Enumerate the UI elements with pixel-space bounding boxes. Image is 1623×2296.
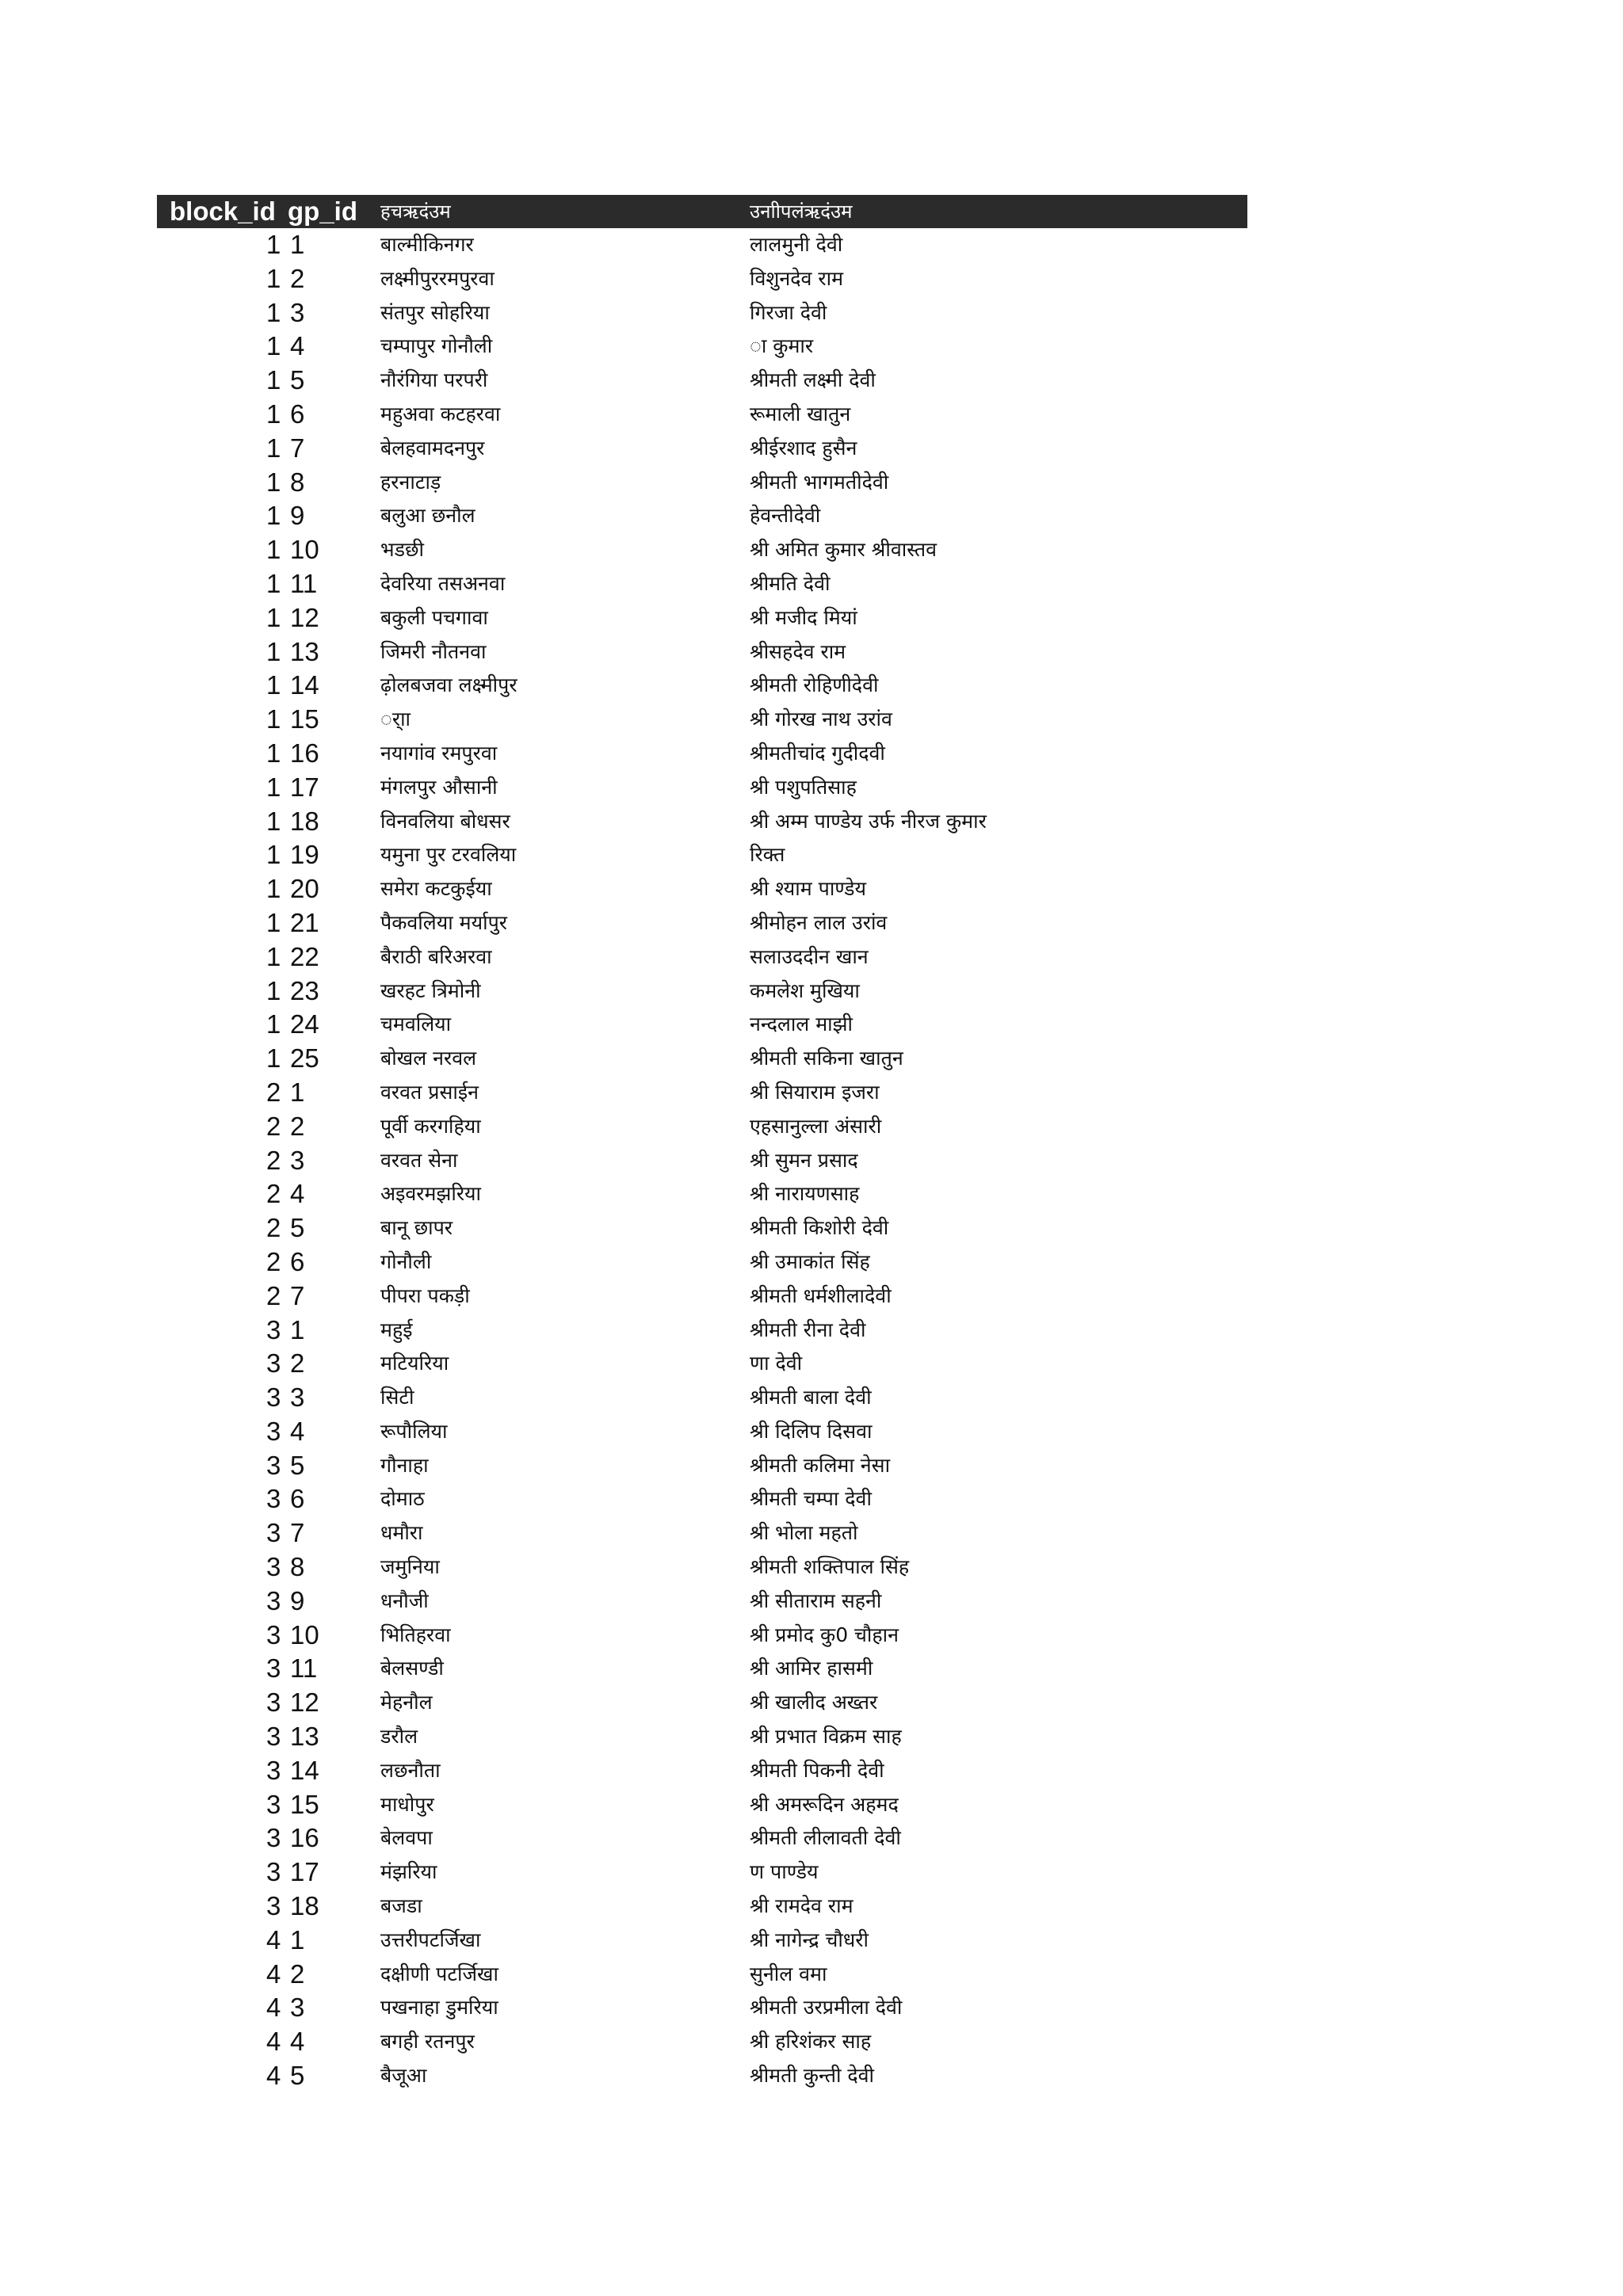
block-id-cell: 1 <box>266 907 281 937</box>
panchayat-name-cell: मेहनौल <box>380 1691 433 1714</box>
block-id-cell: 1 <box>266 365 281 395</box>
header-panchayat-name: हचऋदंउम <box>380 200 451 223</box>
mukhiya-name-cell: श्रीमती उरप्रमीला देवी <box>750 1996 903 2019</box>
mukhiya-name-cell: श्री सियाराम इजरा <box>750 1080 880 1104</box>
panchayat-name-cell: दक्षीणी पटर्जिखा <box>380 1962 498 1985</box>
gp-id-cell: 2 <box>290 1111 305 1141</box>
gp-id-cell: 7 <box>290 1518 305 1548</box>
panchayat-name-cell: धनौजी <box>380 1589 429 1612</box>
table-row <box>157 737 1247 771</box>
gp-id-cell: 20 <box>290 874 319 904</box>
table-row <box>157 669 1247 703</box>
block-id-cell: 2 <box>266 1213 281 1243</box>
gp-id-cell: 24 <box>290 1009 319 1039</box>
mukhiya-name-cell: श्री रामदेव राम <box>750 1894 854 1918</box>
panchayat-name-cell: महुअवा कटहरवा <box>380 402 501 425</box>
block-id-cell: 1 <box>266 738 281 768</box>
panchayat-name-cell: हरनाटाड़ <box>380 470 441 494</box>
block-id-cell: 3 <box>266 1857 281 1887</box>
mukhiya-name-cell: श्री प्रभात विक्रम साह <box>750 1725 902 1749</box>
panchayat-name-cell: बकुली पचगावा <box>380 605 488 629</box>
panchayat-name-cell: चम्पापुर गोनौली <box>380 334 493 358</box>
panchayat-name-cell: समेरा कटकुईया <box>380 877 492 901</box>
panchayat-name-cell: लछनौता <box>380 1758 441 1782</box>
mukhiya-name-cell: श्रीईरशाद हुसैन <box>750 436 857 460</box>
gp-id-cell: 3 <box>290 297 305 327</box>
panchayat-name-cell: वरवत सेना <box>380 1148 458 1172</box>
mukhiya-name-cell: श्रीमती रोहिणीदेवी <box>750 673 879 697</box>
block-id-cell: 3 <box>266 1314 281 1344</box>
table-row <box>157 533 1247 567</box>
gp-id-cell: 14 <box>290 670 319 700</box>
table-row <box>157 1788 1247 1822</box>
table-row <box>157 1821 1247 1855</box>
panchayat-name-cell: गौनाहा <box>380 1453 429 1477</box>
gp-id-cell: 22 <box>290 941 319 971</box>
gp-id-cell: 6 <box>290 1246 305 1276</box>
table-row <box>157 805 1247 839</box>
gp-id-cell: 5 <box>290 365 305 395</box>
mukhiya-name-cell: श्रीमती शक्तिपाल सिंह <box>750 1555 910 1579</box>
mukhiya-name-cell: सलाउददीन खान <box>750 944 869 968</box>
panchayat-name-cell: र्ाा <box>380 707 411 731</box>
mukhiya-name-cell: श्री गोरख नाथ उरांव <box>750 707 892 731</box>
table-row <box>157 1482 1247 1516</box>
table-row <box>157 1619 1247 1653</box>
mukhiya-name-cell: लालमुनी देवी <box>750 233 843 256</box>
block-id-cell: 1 <box>266 399 281 429</box>
mukhiya-name-cell: श्री दिलिप दिसवा <box>750 1419 873 1443</box>
panchayat-name-cell: रूपौलिया <box>380 1419 448 1443</box>
block-id-cell: 4 <box>266 1958 281 1989</box>
block-id-cell: 3 <box>266 1484 281 1514</box>
block-id-cell: 2 <box>266 1145 281 1175</box>
block-id-cell: 4 <box>266 2061 281 2091</box>
table-row <box>157 1144 1247 1178</box>
block-id-cell: 3 <box>266 1722 281 1752</box>
panchayat-name-cell: लक्ष्मीपुररमपुरवा <box>380 266 495 290</box>
panchayat-name-cell: संतपुर सोहरिया <box>380 300 490 324</box>
block-id-cell: 3 <box>266 1755 281 1785</box>
gp-id-cell: 7 <box>290 1280 305 1310</box>
gp-id-cell: 13 <box>290 636 319 666</box>
mukhiya-name-cell: णा देवी <box>750 1352 803 1375</box>
mukhiya-name-cell: श्री अमित कुमार श्रीवास्तव <box>750 538 938 562</box>
mukhiya-name-cell: श्रीसहदेव राम <box>750 639 846 663</box>
panchayat-name-cell: नौरंगिया परपरी <box>380 368 488 392</box>
gp-id-cell: 2 <box>290 1348 305 1379</box>
table-row <box>157 1415 1247 1449</box>
mukhiya-name-cell: श्रीमोहन लाल उरांव <box>750 910 888 934</box>
gp-id-cell: 16 <box>290 738 319 768</box>
block-id-cell: 3 <box>266 1688 281 1718</box>
panchayat-name-cell: मंझरिया <box>380 1860 437 1884</box>
table-row <box>157 1280 1247 1314</box>
table-row <box>157 1686 1247 1720</box>
panchayat-name-cell: बैराठी बरिअरवा <box>380 944 492 968</box>
panchayat-name-cell: जिमरी नौतनवा <box>380 639 487 663</box>
gp-id-cell: 4 <box>290 331 305 361</box>
gp-id-cell: 3 <box>290 1145 305 1175</box>
gp-id-cell: 14 <box>290 1755 319 1785</box>
mukhiya-name-cell: श्रीमती पिकनी देवी <box>750 1758 884 1782</box>
gp-id-cell: 4 <box>290 1416 305 1446</box>
mukhiya-name-cell: नन्दलाल माझी <box>750 1013 853 1036</box>
gp-id-cell: 1 <box>290 1077 305 1107</box>
gp-id-cell: 19 <box>290 840 319 870</box>
mukhiya-name-cell: विशुनदेव राम <box>750 266 844 290</box>
panchayat-name-cell: गोनौली <box>380 1249 432 1273</box>
table-row <box>157 330 1247 364</box>
panchayat-name-cell: भडछी <box>380 538 424 562</box>
block-id-cell: 3 <box>266 1619 281 1650</box>
mukhiya-name-cell: ण पाण्डेय <box>750 1860 819 1884</box>
panchayat-name-cell: बेलसण्डी <box>380 1657 444 1680</box>
gp-id-cell: 1 <box>290 230 305 259</box>
mukhiya-name-cell: श्री सीताराम सहनी <box>750 1589 882 1612</box>
panchayat-name-cell: यमुना पुर टरवलिया <box>380 843 517 867</box>
gp-id-cell: 8 <box>290 1552 305 1582</box>
table-row <box>157 601 1247 635</box>
table-row <box>157 1211 1247 1245</box>
panchayat-name-cell: बलुआ छनौल <box>380 504 475 528</box>
block-id-cell: 1 <box>266 1009 281 1039</box>
mukhiya-name-cell: श्री नारायणसाह <box>750 1182 860 1206</box>
mukhiya-name-cell: श्री श्याम पाण्डेय <box>750 877 867 901</box>
gp-id-cell: 11 <box>290 1653 318 1684</box>
table-row <box>157 1042 1247 1076</box>
table-row <box>157 1110 1247 1144</box>
mukhiya-name-cell: श्री उमाकांत सिंह <box>750 1249 870 1273</box>
block-id-cell: 2 <box>266 1246 281 1276</box>
panchayat-name-cell: डरौल <box>380 1725 418 1749</box>
mukhiya-name-cell: श्रीमती किशोरी देवी <box>750 1216 889 1240</box>
panchayat-name-cell: चमवलिया <box>380 1013 452 1036</box>
table-row <box>157 1855 1247 1890</box>
block-id-cell: 1 <box>266 467 281 497</box>
block-id-cell: 4 <box>266 2027 281 2057</box>
panchayat-name-cell: पीपरा पकड़ी <box>380 1283 470 1307</box>
panchayat-name-cell: अइवरमझरिया <box>380 1182 482 1206</box>
gp-id-cell: 4 <box>290 1179 305 1209</box>
gp-id-cell: 5 <box>290 1450 305 1480</box>
mukhiya-name-cell: श्री नागेन्द्र चौधरी <box>750 1928 869 1951</box>
block-id-cell: 3 <box>266 1383 281 1413</box>
gp-id-cell: 15 <box>290 704 319 734</box>
mukhiya-name-cell: श्री प्रमोद कु0 चौहान <box>750 1623 899 1646</box>
mukhiya-name-cell: श्री हरिशंकर साह <box>750 2030 872 2054</box>
table-row <box>157 2059 1247 2093</box>
mukhiya-name-cell: श्री खालीद अख्तर <box>750 1691 878 1714</box>
gp-id-cell: 9 <box>290 1585 305 1615</box>
table-row <box>157 1381 1247 1415</box>
panchayat-name-cell: नयागांव रमपुरवा <box>380 741 498 765</box>
mukhiya-name-cell: एहसानुल्ला अंसारी <box>750 1114 882 1138</box>
gp-id-cell: 25 <box>290 1043 319 1074</box>
block-id-cell: 1 <box>266 941 281 971</box>
block-id-cell: 4 <box>266 1993 281 2023</box>
table-row <box>157 1754 1247 1788</box>
mukhiya-name-cell: हेवन्तीदेवी <box>750 504 821 528</box>
mukhiya-name-cell: श्री सुमन प्रसाद <box>750 1148 858 1172</box>
mukhiya-name-cell: श्रीमती रीना देवी <box>750 1318 866 1341</box>
mukhiya-name-cell: श्रीमती बाला देवी <box>750 1386 872 1409</box>
panchayat-name-cell: देवरिया तसअनवा <box>380 571 506 595</box>
block-id-cell: 1 <box>266 331 281 361</box>
block-id-cell: 1 <box>266 535 281 565</box>
mukhiya-name-cell: श्रीमती धर्मशीलादेवी <box>750 1283 892 1307</box>
mukhiya-name-cell: श्रीमती लक्ष्मी देवी <box>750 368 876 392</box>
block-id-cell: 3 <box>266 1450 281 1480</box>
mukhiya-name-cell: श्रीमती कलिमा नेसा <box>750 1453 891 1477</box>
block-id-cell: 3 <box>266 1348 281 1379</box>
panchayat-name-cell: बेलहवामदनपुर <box>380 436 485 460</box>
panchayat-name-cell: जमुनिया <box>380 1555 440 1579</box>
table-row <box>157 499 1247 533</box>
data-sheet <box>157 195 1247 2093</box>
table-row <box>157 1516 1247 1550</box>
panchayat-name-cell: मटियरिया <box>380 1352 449 1375</box>
table-row <box>157 1550 1247 1585</box>
mukhiya-name-cell: श्रीमति देवी <box>750 571 831 595</box>
mukhiya-name-cell: श्री पशुपतिसाह <box>750 775 857 799</box>
table-row <box>157 432 1247 466</box>
mukhiya-name-cell: श्री भोला महतो <box>750 1521 858 1545</box>
table-row <box>157 1008 1247 1042</box>
gp-id-cell: 8 <box>290 467 305 497</box>
table-row <box>157 771 1247 805</box>
header-block-id: block_id <box>170 196 276 226</box>
gp-id-cell: 5 <box>290 1213 305 1243</box>
table-row <box>157 703 1247 737</box>
panchayat-name-cell: मंगलपुर औसानी <box>380 775 498 799</box>
gp-id-cell: 12 <box>290 1688 319 1718</box>
gp-id-cell: 17 <box>290 1857 319 1887</box>
mukhiya-name-cell: ा कुमार <box>750 334 814 358</box>
table-row <box>157 1177 1247 1211</box>
panchayat-name-cell: खरहट त्रिमोनी <box>380 978 481 1002</box>
gp-id-cell: 23 <box>290 975 319 1005</box>
header-gp-id: gp_id <box>288 196 357 226</box>
table-row <box>157 1076 1247 1110</box>
block-id-cell: 1 <box>266 433 281 463</box>
gp-id-cell: 1 <box>290 1924 305 1955</box>
block-id-cell: 2 <box>266 1280 281 1310</box>
block-id-cell: 1 <box>266 568 281 598</box>
table-row <box>157 940 1247 974</box>
table-row <box>157 635 1247 669</box>
block-id-cell: 3 <box>266 1518 281 1548</box>
block-id-cell: 2 <box>266 1111 281 1141</box>
mukhiya-name-cell: श्री अम्म पाण्डेय उर्फ नीरज कुमार <box>750 809 987 833</box>
gp-id-cell: 7 <box>290 433 305 463</box>
block-id-cell: 1 <box>266 975 281 1005</box>
mukhiya-name-cell: सुनील वमा <box>750 1962 827 1985</box>
gp-id-cell: 9 <box>290 501 305 531</box>
block-id-cell: 1 <box>266 263 281 293</box>
mukhiya-name-cell: रूमाली खातुन <box>750 402 851 425</box>
panchayat-name-cell: भितिहरवा <box>380 1623 451 1646</box>
block-id-cell: 3 <box>266 1416 281 1446</box>
panchayat-name-cell: ढ़ोलबजवा लक्ष्मीपुर <box>380 673 517 697</box>
mukhiya-name-cell: श्रीमती चम्पा देवी <box>750 1487 872 1511</box>
table-row <box>157 1720 1247 1754</box>
block-id-cell: 3 <box>266 1552 281 1582</box>
block-id-cell: 1 <box>266 874 281 904</box>
table-row <box>157 262 1247 296</box>
gp-id-cell: 11 <box>290 568 318 598</box>
block-id-cell: 3 <box>266 1823 281 1853</box>
table-row <box>157 872 1247 906</box>
gp-id-cell: 1 <box>290 1314 305 1344</box>
header-mukhiya-name: उनाीपलंऋदंउम <box>750 200 853 223</box>
mukhiya-name-cell: श्रीमतीचांद गुदीदवी <box>750 741 885 765</box>
table-row <box>157 296 1247 330</box>
block-id-cell: 4 <box>266 1924 281 1955</box>
panchayat-name-cell: बेलवपा <box>380 1826 433 1850</box>
block-id-cell: 1 <box>266 297 281 327</box>
gp-id-cell: 18 <box>290 806 319 836</box>
table-row <box>157 466 1247 500</box>
panchayat-name-cell: पूर्वी करगहिया <box>380 1114 481 1138</box>
mukhiya-name-cell: श्री आमिर हासमी <box>750 1657 873 1680</box>
panchayat-name-cell: महुई <box>380 1318 413 1341</box>
mukhiya-name-cell: श्रीमती कुन्ती देवी <box>750 2064 875 2088</box>
table-row <box>157 1958 1247 1992</box>
gp-id-cell: 3 <box>290 1383 305 1413</box>
gp-id-cell: 10 <box>290 535 319 565</box>
table-row <box>157 974 1247 1009</box>
panchayat-name-cell: उत्तरीपटर्जिखा <box>380 1928 481 1951</box>
mukhiya-name-cell: रिक्त <box>750 843 785 867</box>
gp-id-cell: 16 <box>290 1823 319 1853</box>
panchayat-name-cell: बगही रतनपुर <box>380 2030 475 2054</box>
block-id-cell: 3 <box>266 1653 281 1684</box>
block-id-cell: 2 <box>266 1179 281 1209</box>
table-row <box>157 1652 1247 1686</box>
mukhiya-name-cell: गिरजा देवी <box>750 300 827 324</box>
table-row <box>157 228 1247 262</box>
table-row <box>157 838 1247 872</box>
table-header <box>157 195 1247 228</box>
block-id-cell: 1 <box>266 704 281 734</box>
panchayat-name-cell: माधोपुर <box>380 1792 434 1816</box>
gp-id-cell: 5 <box>290 2061 305 2091</box>
block-id-cell: 1 <box>266 501 281 531</box>
panchayat-name-cell: बजडा <box>380 1894 422 1918</box>
mukhiya-name-cell: कमलेश मुखिया <box>750 978 860 1002</box>
panchayat-name-cell: विनवलिया बोधसर <box>380 809 510 833</box>
table-row <box>157 398 1247 432</box>
table-row <box>157 1991 1247 2025</box>
panchayat-name-cell: पैकवलिया मर्यापुर <box>380 910 507 934</box>
gp-id-cell: 12 <box>290 602 319 632</box>
gp-id-cell: 2 <box>290 1958 305 1989</box>
panchayat-name-cell: बाल्मीकिनगर <box>380 233 474 256</box>
gp-id-cell: 21 <box>290 907 319 937</box>
block-id-cell: 2 <box>266 1077 281 1107</box>
block-id-cell: 1 <box>266 1043 281 1074</box>
panchayat-name-cell: धमौरा <box>380 1521 423 1545</box>
block-id-cell: 1 <box>266 602 281 632</box>
table-row <box>157 1245 1247 1280</box>
table-row <box>157 2025 1247 2059</box>
panchayat-name-cell: बानू छापर <box>380 1216 453 1240</box>
gp-id-cell: 13 <box>290 1722 319 1752</box>
gp-id-cell: 2 <box>290 263 305 293</box>
block-id-cell: 1 <box>266 806 281 836</box>
panchayat-name-cell: वरवत प्रसाईन <box>380 1080 479 1104</box>
table-row <box>157 1585 1247 1619</box>
table-row <box>157 567 1247 601</box>
mukhiya-name-cell: श्री मजीद मियां <box>750 605 857 629</box>
mukhiya-name-cell: श्रीमती भागमतीदेवी <box>750 470 889 494</box>
gp-id-cell: 17 <box>290 772 319 802</box>
table-body <box>157 228 1247 2093</box>
panchayat-name-cell: सिटी <box>380 1386 414 1409</box>
block-id-cell: 3 <box>266 1585 281 1615</box>
table-row <box>157 1347 1247 1381</box>
mukhiya-name-cell: श्रीमती सकिना खातुन <box>750 1047 903 1070</box>
table-row <box>157 1890 1247 1924</box>
block-id-cell: 3 <box>266 1789 281 1819</box>
panchayat-name-cell: बोखल नरवल <box>380 1047 477 1070</box>
table-row <box>157 1924 1247 1958</box>
table-row <box>157 906 1247 940</box>
mukhiya-name-cell: श्रीमती लीलावती देवी <box>750 1826 901 1850</box>
mukhiya-name-cell: श्री अमरूदिन अहमद <box>750 1792 899 1816</box>
block-id-cell: 1 <box>266 772 281 802</box>
block-id-cell: 1 <box>266 670 281 700</box>
table-row <box>157 1449 1247 1483</box>
gp-id-cell: 3 <box>290 1993 305 2023</box>
block-id-cell: 1 <box>266 230 281 259</box>
table-row <box>157 1314 1247 1348</box>
block-id-cell: 1 <box>266 840 281 870</box>
gp-id-cell: 10 <box>290 1619 319 1650</box>
gp-id-cell: 18 <box>290 1891 319 1921</box>
gp-id-cell: 4 <box>290 2027 305 2057</box>
gp-id-cell: 15 <box>290 1789 319 1819</box>
gp-id-cell: 6 <box>290 399 305 429</box>
block-id-cell: 3 <box>266 1891 281 1921</box>
panchayat-name-cell: पखनाहा डुमरिया <box>380 1996 498 2019</box>
block-id-cell: 1 <box>266 636 281 666</box>
table-row <box>157 364 1247 398</box>
gp-id-cell: 6 <box>290 1484 305 1514</box>
panchayat-name-cell: बैजूआ <box>380 2064 427 2088</box>
panchayat-name-cell: दोमाठ <box>380 1487 425 1511</box>
